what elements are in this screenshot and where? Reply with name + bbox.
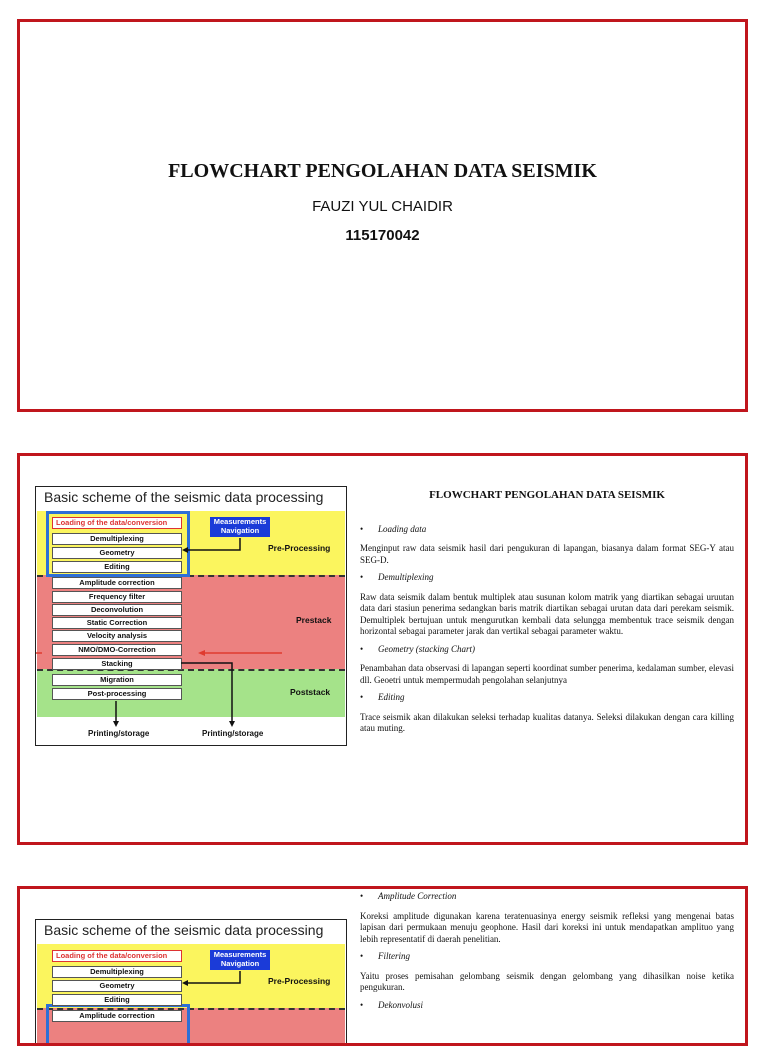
diagram-arrows [36,487,346,745]
description-column [360,891,734,1019]
step-demultiplexing: Demultiplexing [52,966,182,978]
paragraph-editing: Trace seismik akan dilakukan seleksi terhadap kualitas datanya. Seleksi dilakukan dengan cara killing atau muting. [360,711,734,733]
step-deconvolution: Deconvolution [52,604,182,616]
bullet-editing: • Editing [360,692,405,702]
bullet-filtering: • Filtering [360,951,410,961]
page-title: FLOWCHART PENGOLAHAN DATA SEISMIK [168,160,597,182]
stage-poststack: Poststack [290,687,331,697]
step-static-correction: Static Correction [52,617,182,629]
paragraph-filtering: Yaitu proses pemisahan gelombang seismik dengan gelombang yang dihasilkan noise ketika pengukuran. [360,970,734,992]
step-frequency-filter: Frequency filter [52,591,182,603]
measurements-navigation-box: Measurements Navigation [210,950,270,970]
diagram-title: Basic scheme of the seismic data processing [44,489,324,505]
continued-slide [17,886,748,1046]
output-printing-left: Printing/storage [88,729,150,738]
step-amplitude-correction: Amplitude correction [52,1010,182,1022]
step-stacking: Stacking [52,658,182,670]
diagram-arrows [36,920,346,1040]
description-column [360,490,734,739]
paragraph-amplitude-correction: Koreksi amplitude digunakan karena teratenuasinya energy seismik refleksi yang mengenai batas lapisan dari permukaan menuju geophone. Hasil dari koreksi ini untuk mendapatkan amplituo yang lebih representatif di daerah penelitian. [360,910,734,944]
bullet-dekonvolusi: • Dekonvolusi [360,999,423,1010]
flowchart-slide [17,453,748,845]
paragraph-loading-data: Menginput raw data seismik hasil dari pengukuran di lapangan, biasanya dalam format SEG-Y atau SEG-D. [360,543,734,565]
step-nmo-dmo: NMO/DMO-Correction [52,644,182,656]
step-editing: Editing [52,994,182,1006]
output-printing-right: Printing/storage [202,729,264,738]
stage-pre-processing: Pre-Processing [268,976,331,986]
bullet-demultiplexing: • Demultiplexing [360,572,434,582]
measurements-navigation-box: Measurements Navigation [210,517,270,537]
paragraph-geometry: Penambahan data observasi di lapangan seperti koordinat sumber penerima, kedalaman sumber, elevasi dll. Geoetri untuk mempermudah pengolahan selanjutnya [360,663,734,685]
title-slide [17,19,748,412]
step-post-processing: Post-processing [52,688,182,700]
processing-diagram-repeat [35,919,347,1046]
step-geometry: Geometry [52,980,182,992]
step-demultiplexing: Demultiplexing [52,533,182,545]
paragraph-demultiplexing: Raw data seismik dalam bentuk multiplek atau susunan kolom matrik yang diartikan sebagai uruutan data dari stasiun penerima sedangkan baris matrik diartikan sebagai urutan data dari perekam seismik. Demultiplek bertujuan untuk mengurutkan kembali data selungga membentuk trace seismik dengan horizontal sebagai parameter jarak dan vertikal sebagai parameter waktu. [360,591,734,636]
section-heading: FLOWCHART PENGOLAHAN DATA SEISMIK [429,489,665,501]
bullet-loading-data: • Loading data [360,523,427,534]
step-editing: Editing [52,561,182,573]
bullet-amplitude-correction: • Amplitude Correction [360,891,457,901]
stage-pre-processing: Pre-Processing [268,543,331,553]
author-name: FAUZI YUL CHAIDIR [312,198,453,215]
step-amplitude-correction: Amplitude correction [52,577,182,589]
stage-prestack: Prestack [296,615,332,625]
student-id: 115170042 [345,227,420,244]
step-migration: Migration [52,674,182,686]
step-loading: Loading of the data/conversion [52,517,182,529]
step-velocity-analysis: Velocity analysis [52,630,182,642]
diagram-title: Basic scheme of the seismic data processing [44,922,324,938]
step-loading: Loading of the data/conversion [52,950,182,962]
processing-diagram [35,486,347,746]
bullet-geometry: • Geometry (stacking Chart) [360,643,475,654]
step-geometry: Geometry [52,547,182,559]
